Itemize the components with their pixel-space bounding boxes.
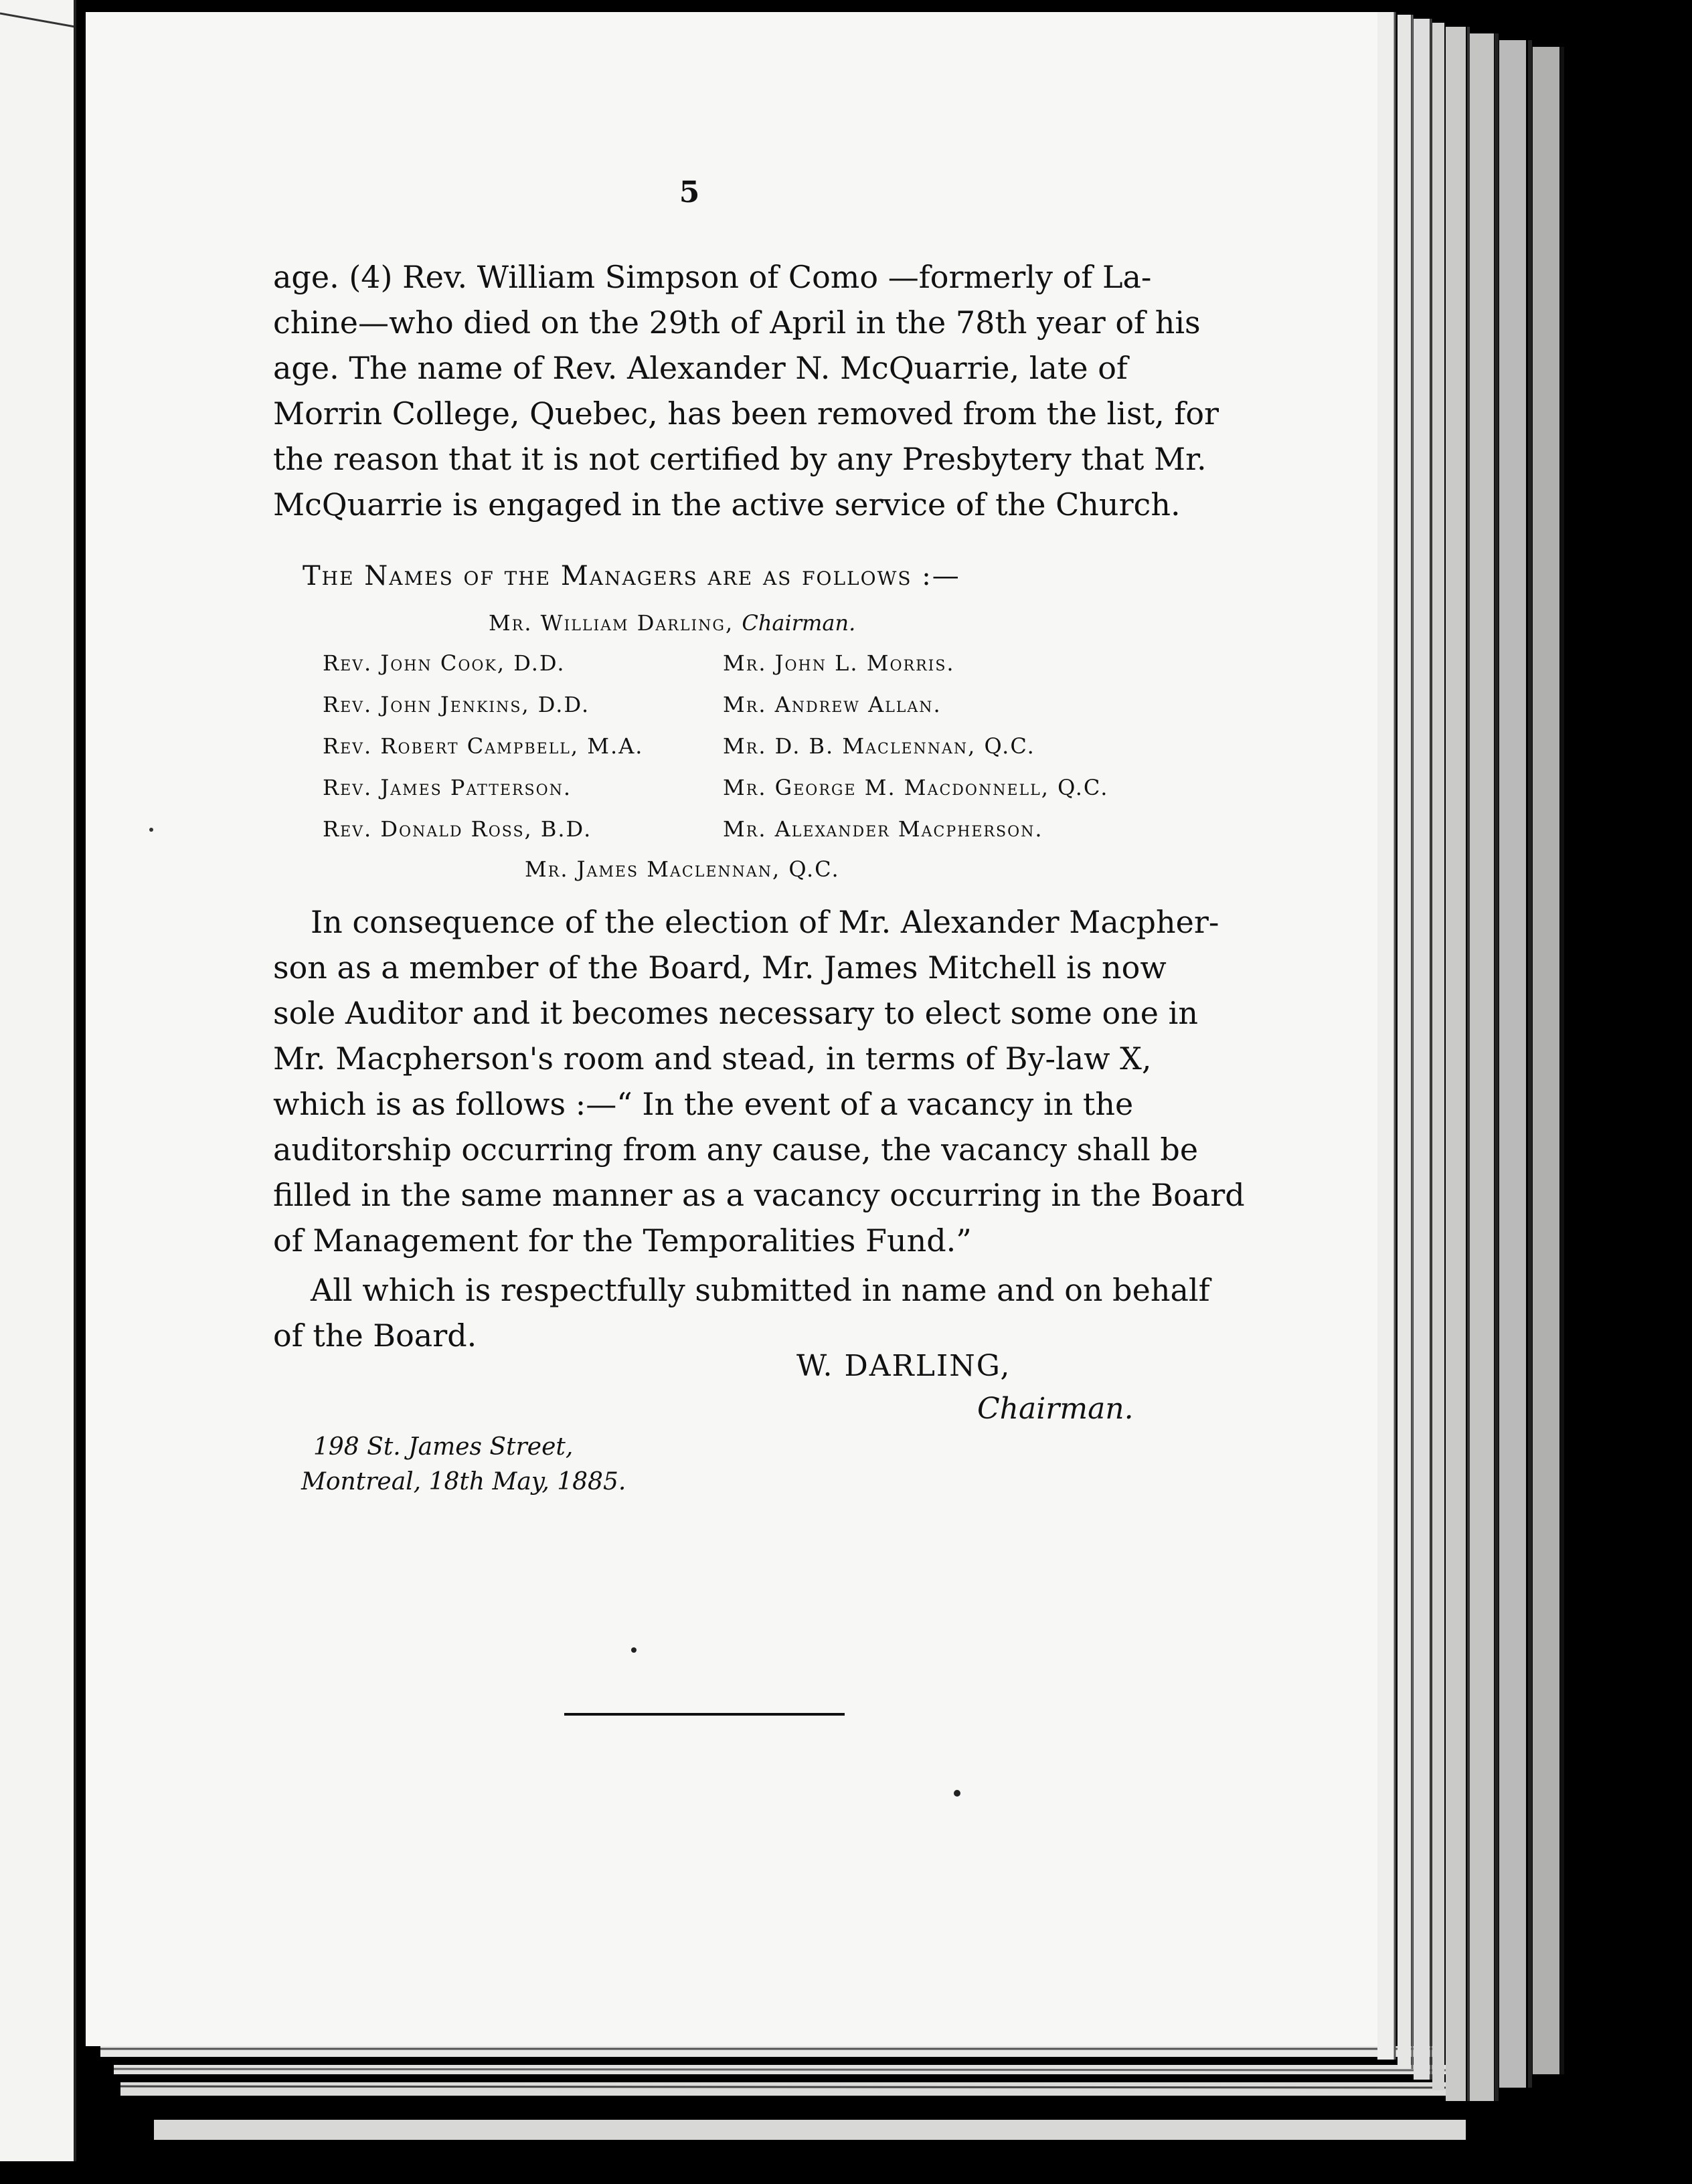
manager-name: Mr. Alexander Macpherson. (723, 816, 1043, 842)
manager-name: Mr. D. B. Maclennan, Q.C. (723, 733, 1035, 759)
text-line: McQuarrie is engaged in the active service of the Church. (273, 486, 1181, 523)
manager-name: Rev. Donald Ross, B.D. (323, 816, 592, 842)
paragraph-obituary (273, 254, 1219, 527)
text-line: sole Auditor and it becomes necessary to elect some one in (273, 995, 1198, 1031)
signature-title: Chairman. (977, 1392, 1134, 1426)
managers-heading: The Names of the Managers are as follows :— (303, 561, 960, 592)
manager-name: Mr. George M. Macdonnell, Q.C. (723, 775, 1109, 800)
text-line: age. (4) Rev. William Simpson of Como —formerly of La- (273, 259, 1152, 295)
text-line: Mr. Macpherson's room and stead, in terms of By-law X, (273, 1040, 1152, 1077)
address-line: Montreal, 18th May, 1885. (301, 1468, 626, 1495)
chairman-line (489, 610, 855, 636)
chairman-title: Chairman. (742, 610, 856, 636)
text-line: filled in the same manner as a vacancy occurring in the Board (273, 1177, 1245, 1213)
text-line: chine—who died on the 29th of April in the 78th year of his (273, 304, 1201, 341)
signature-name: W. DARLING, (796, 1349, 1011, 1383)
text-line: age. The name of Rev. Alexander N. McQuarrie, late of (273, 350, 1128, 386)
text-line: Morrin College, Quebec, has been removed from the list, for (273, 395, 1219, 432)
address-line: 198 St. James Street, (313, 1433, 574, 1461)
manager-name: Rev. John Jenkins, D.D. (323, 692, 590, 717)
text-line: son as a member of the Board, Mr. James Mitchell is now (273, 949, 1167, 986)
manager-name: Rev. James Patterson. (323, 775, 572, 800)
manager-name: Rev. Robert Campbell, M.A. (323, 733, 644, 759)
text-line: which is as follows :—“ In the event of a vacancy in the (273, 1086, 1134, 1122)
text-line: of the Board. (273, 1317, 477, 1354)
text-line: All which is respectfully submitted in name and on behalf (311, 1272, 1210, 1308)
paragraph-submitted (273, 1267, 1210, 1358)
text-line: In consequence of the election of Mr. Alexander Macpher- (311, 904, 1219, 940)
text-line: of Management for the Temporalities Fund.” (273, 1222, 972, 1259)
chairman-name: Mr. William Darling, (489, 610, 734, 636)
text-line: auditorship occurring from any cause, the vacancy shall be (273, 1131, 1199, 1168)
manager-name: Rev. John Cook, D.D. (323, 650, 566, 676)
manager-name: Mr. John L. Morris. (723, 650, 955, 676)
page-number: 5 (679, 175, 700, 209)
manager-name: Mr. Andrew Allan. (723, 692, 942, 717)
manager-name-last: Mr. James Maclennan, Q.C. (525, 856, 840, 882)
paragraph-auditor (273, 899, 1245, 1263)
text-line: the reason that it is not certified by any Presbytery that Mr. (273, 441, 1207, 477)
